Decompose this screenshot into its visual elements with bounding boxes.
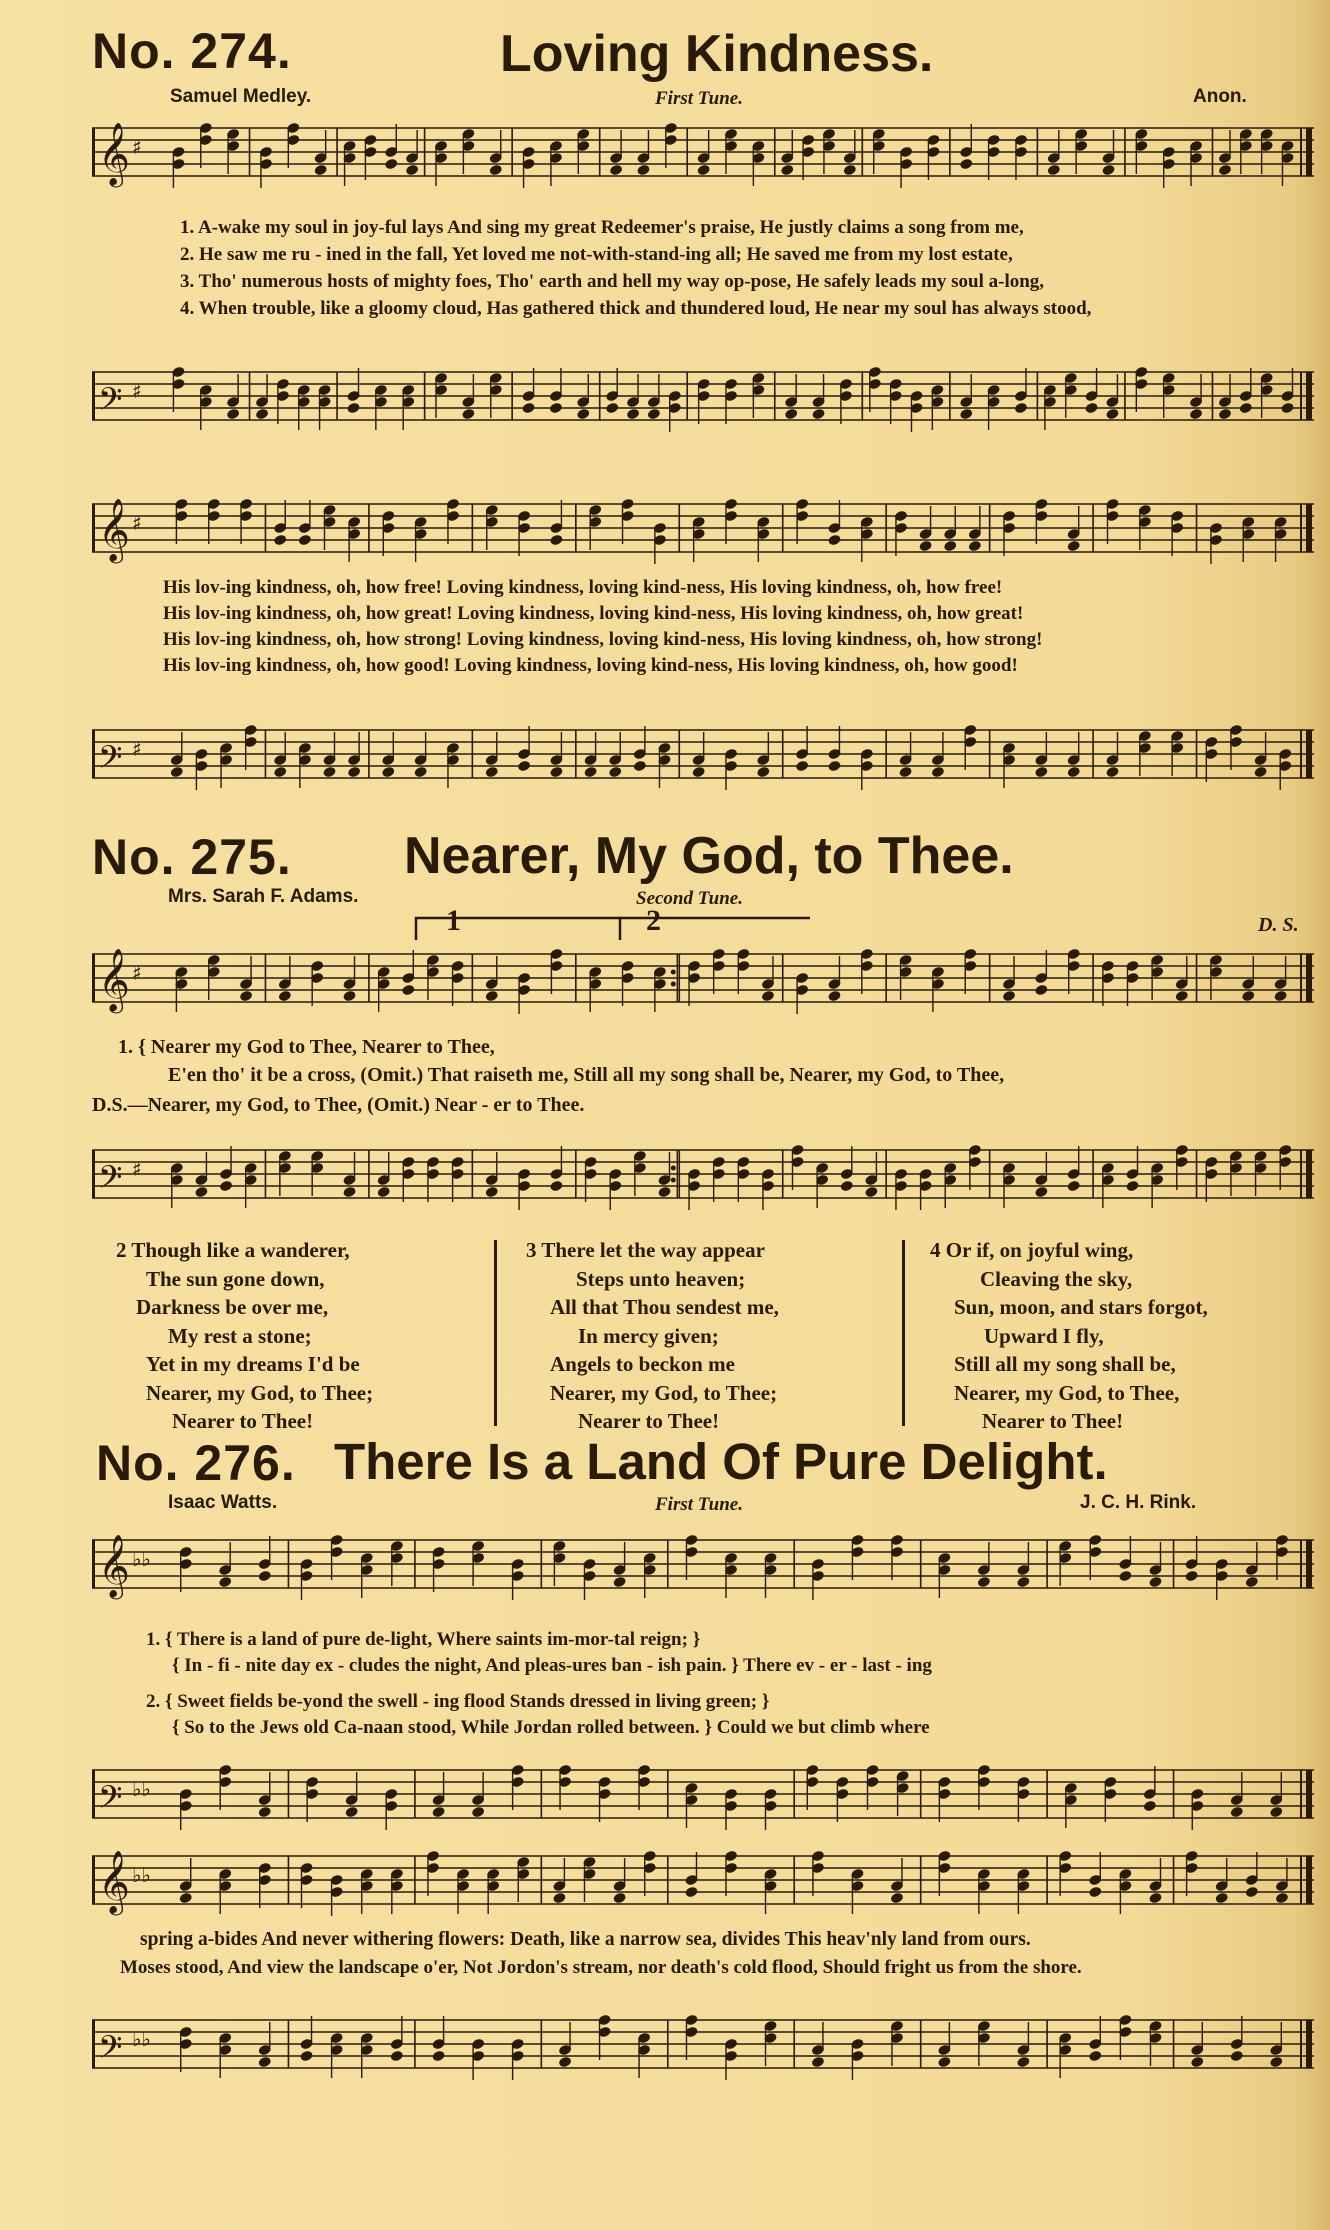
svg-text:𝄢: 𝄢 bbox=[98, 1159, 123, 1203]
hymn-274-refrain-4: His lov-ing kindness, oh, how good! Loving kindness, loving kind-ness, His loving kindness, oh, how good! bbox=[163, 655, 1018, 676]
svg-text:𝄞: 𝄞 bbox=[98, 1850, 130, 1913]
svg-text:♯: ♯ bbox=[132, 961, 142, 985]
hymn-276-number: No. 276. bbox=[96, 1435, 296, 1491]
hymn-276-bass-staff-1 bbox=[92, 1760, 1314, 1830]
hymn-276-verse-1b: { In - fi - nite day ex - cludes the night, And pleas-ures ban - ish pain. } There ev - er - last - ing bbox=[172, 1655, 932, 1676]
svg-text:♯: ♯ bbox=[132, 135, 142, 159]
hymn-275-lyric-2: E'en tho' it be a cross, (Omit.) That raiseth me, Still all my song shall be, Nearer, my God, to Thee, bbox=[168, 1064, 1005, 1086]
hymn-274-refrain-3: His lov-ing kindness, oh, how strong! Loving kindness, loving kind-ness, His loving kindness, oh, how strong! bbox=[163, 629, 1043, 650]
hymn-274-title: Loving Kindness. bbox=[500, 25, 934, 83]
hymn-276-title: There Is a Land Of Pure Delight. bbox=[334, 1433, 1108, 1490]
hymn-274-treble-staff-2 bbox=[92, 494, 1314, 564]
hymn-276-author: Isaac Watts. bbox=[168, 1492, 278, 1513]
svg-text:𝄢: 𝄢 bbox=[98, 2029, 123, 2073]
hymn-276-bass-staff-2 bbox=[92, 2010, 1314, 2080]
hymn-275-lyric-1: 1. { Nearer my God to Thee, Nearer to Thee, bbox=[118, 1036, 495, 1058]
hymn-275-author: Mrs. Sarah F. Adams. bbox=[168, 886, 359, 907]
hymn-274-treble-staff-1 bbox=[92, 118, 1314, 188]
hymn-274-verse-2: 2. He saw me ru - ined in the fall, Yet loved me not-with-stand-ing all; He saved me from my lost estate, bbox=[180, 244, 1013, 265]
hymn-276-treble-staff-1 bbox=[92, 1530, 1314, 1600]
hymn-274-tune: First Tune. bbox=[655, 88, 743, 109]
hymn-274-verse-4: 4. When trouble, like a gloomy cloud, Has gathered thick and thundered loud, He near my soul has always stood, bbox=[180, 298, 1092, 319]
svg-text:𝄞: 𝄞 bbox=[98, 498, 130, 561]
svg-text:𝄢: 𝄢 bbox=[98, 1779, 123, 1823]
hymn-274-verse-1: 1. A-wake my soul in joy-ful lays And sing my great Redeemer's praise, He justly claims a song from me, bbox=[180, 217, 1024, 238]
hymn-274-refrain-2: His lov-ing kindness, oh, how great! Loving kindness, loving kind-ness, His loving kindness, oh, how great! bbox=[163, 603, 1024, 624]
svg-text:♯: ♯ bbox=[132, 737, 142, 761]
hymn-274-number: No. 274. bbox=[92, 23, 292, 79]
hymn-275-title: Nearer, My God, to Thee. bbox=[404, 827, 1014, 885]
hymn-275-ending-1: 1 bbox=[446, 904, 461, 937]
hymn-275-treble-staff bbox=[92, 944, 1314, 1014]
hymn-274-bass-staff-2 bbox=[92, 720, 1314, 790]
svg-text:♭♭: ♭♭ bbox=[132, 1547, 151, 1571]
hymn-275-stanza-3: 3 There let the way appear Steps unto heaven; All that Thou sendest me, In mercy given; Angels to beckon me Nearer, my God, to Thee; Nearer to Thee! bbox=[526, 1238, 779, 1433]
svg-text:♯: ♯ bbox=[132, 1157, 142, 1181]
hymn-276-refrain-2: Moses stood, And view the landscape o'er, Not Jordon's stream, nor death's cold flood, Should fright us from the shore. bbox=[120, 1957, 1082, 1978]
hymn-274-author: Samuel Medley. bbox=[170, 86, 312, 107]
hymn-275-ending-2: 2 bbox=[646, 904, 661, 937]
hymn-276-treble-staff-2 bbox=[92, 1846, 1314, 1916]
svg-text:𝄢: 𝄢 bbox=[98, 739, 123, 783]
hymn-276-verse-1a: 1. { There is a land of pure de-light, Where saints im-mor-tal reign; } bbox=[146, 1629, 701, 1650]
svg-text:𝄢: 𝄢 bbox=[98, 381, 123, 425]
svg-text:𝄞: 𝄞 bbox=[98, 1534, 130, 1597]
hymn-276-verse-2a: 2. { Sweet fields be-yond the swell - ing flood Stands dressed in living green; } bbox=[146, 1691, 770, 1712]
hymn-274-composer: Anon. bbox=[1193, 86, 1247, 107]
hymn-275-stanza-2: 2 Though like a wanderer, The sun gone down, Darkness be over me, My rest a stone; Yet in my dreams I'd be Nearer, my God, to Thee; Nearer to Thee! bbox=[116, 1238, 374, 1433]
stanza-divider-2 bbox=[902, 1240, 905, 1426]
hymn-274-bass-staff-1 bbox=[92, 362, 1314, 432]
hymn-276-composer: J. C. H. Rink. bbox=[1080, 1492, 1197, 1513]
svg-text:♯: ♯ bbox=[132, 379, 142, 403]
hymn-275-stanza-4: 4 Or if, on joyful wing, Cleaving the sky, Sun, moon, and stars forgot, Upward I fly, Still all my song shall be, Nearer, my God, to Thee, Nearer to Thee! bbox=[930, 1238, 1208, 1433]
hymn-275-endings bbox=[400, 910, 820, 944]
hymn-275-lyric-ds: D.S.—Nearer, my God, to Thee, (Omit.) Near - er to Thee. bbox=[92, 1094, 585, 1116]
svg-text:𝄞: 𝄞 bbox=[98, 948, 130, 1011]
hymn-275-tune: Second Tune. bbox=[636, 888, 743, 909]
svg-text:♭♭: ♭♭ bbox=[132, 2027, 151, 2051]
hymn-275-ds-marker: D. S. bbox=[1258, 914, 1299, 936]
hymn-275-bass-staff bbox=[92, 1140, 1314, 1210]
hymn-276-refrain-1: spring a-bides And never withering flowers: Death, like a narrow sea, divides This heav'nly land from ours. bbox=[140, 1929, 1031, 1950]
hymn-275-number: No. 275. bbox=[92, 829, 292, 885]
hymn-274-verse-3: 3. Tho' numerous hosts of mighty foes, Tho' earth and hell my way op-pose, He safely leads my soul a-long, bbox=[180, 271, 1045, 292]
svg-text:♭♭: ♭♭ bbox=[132, 1863, 151, 1887]
hymn-276-verse-2b: { So to the Jews old Ca-naan stood, While Jordan rolled between. } Could we but climb where bbox=[172, 1717, 930, 1738]
hymn-276-tune: First Tune. bbox=[655, 1494, 743, 1515]
stanza-divider-1 bbox=[494, 1240, 497, 1426]
svg-text:♯: ♯ bbox=[132, 511, 142, 535]
hymn-274-refrain-1: His lov-ing kindness, oh, how free! Loving kindness, loving kind-ness, His loving kindness, oh, how free! bbox=[163, 577, 1003, 598]
svg-text:𝄞: 𝄞 bbox=[98, 122, 130, 185]
svg-text:♭♭: ♭♭ bbox=[132, 1777, 151, 1801]
